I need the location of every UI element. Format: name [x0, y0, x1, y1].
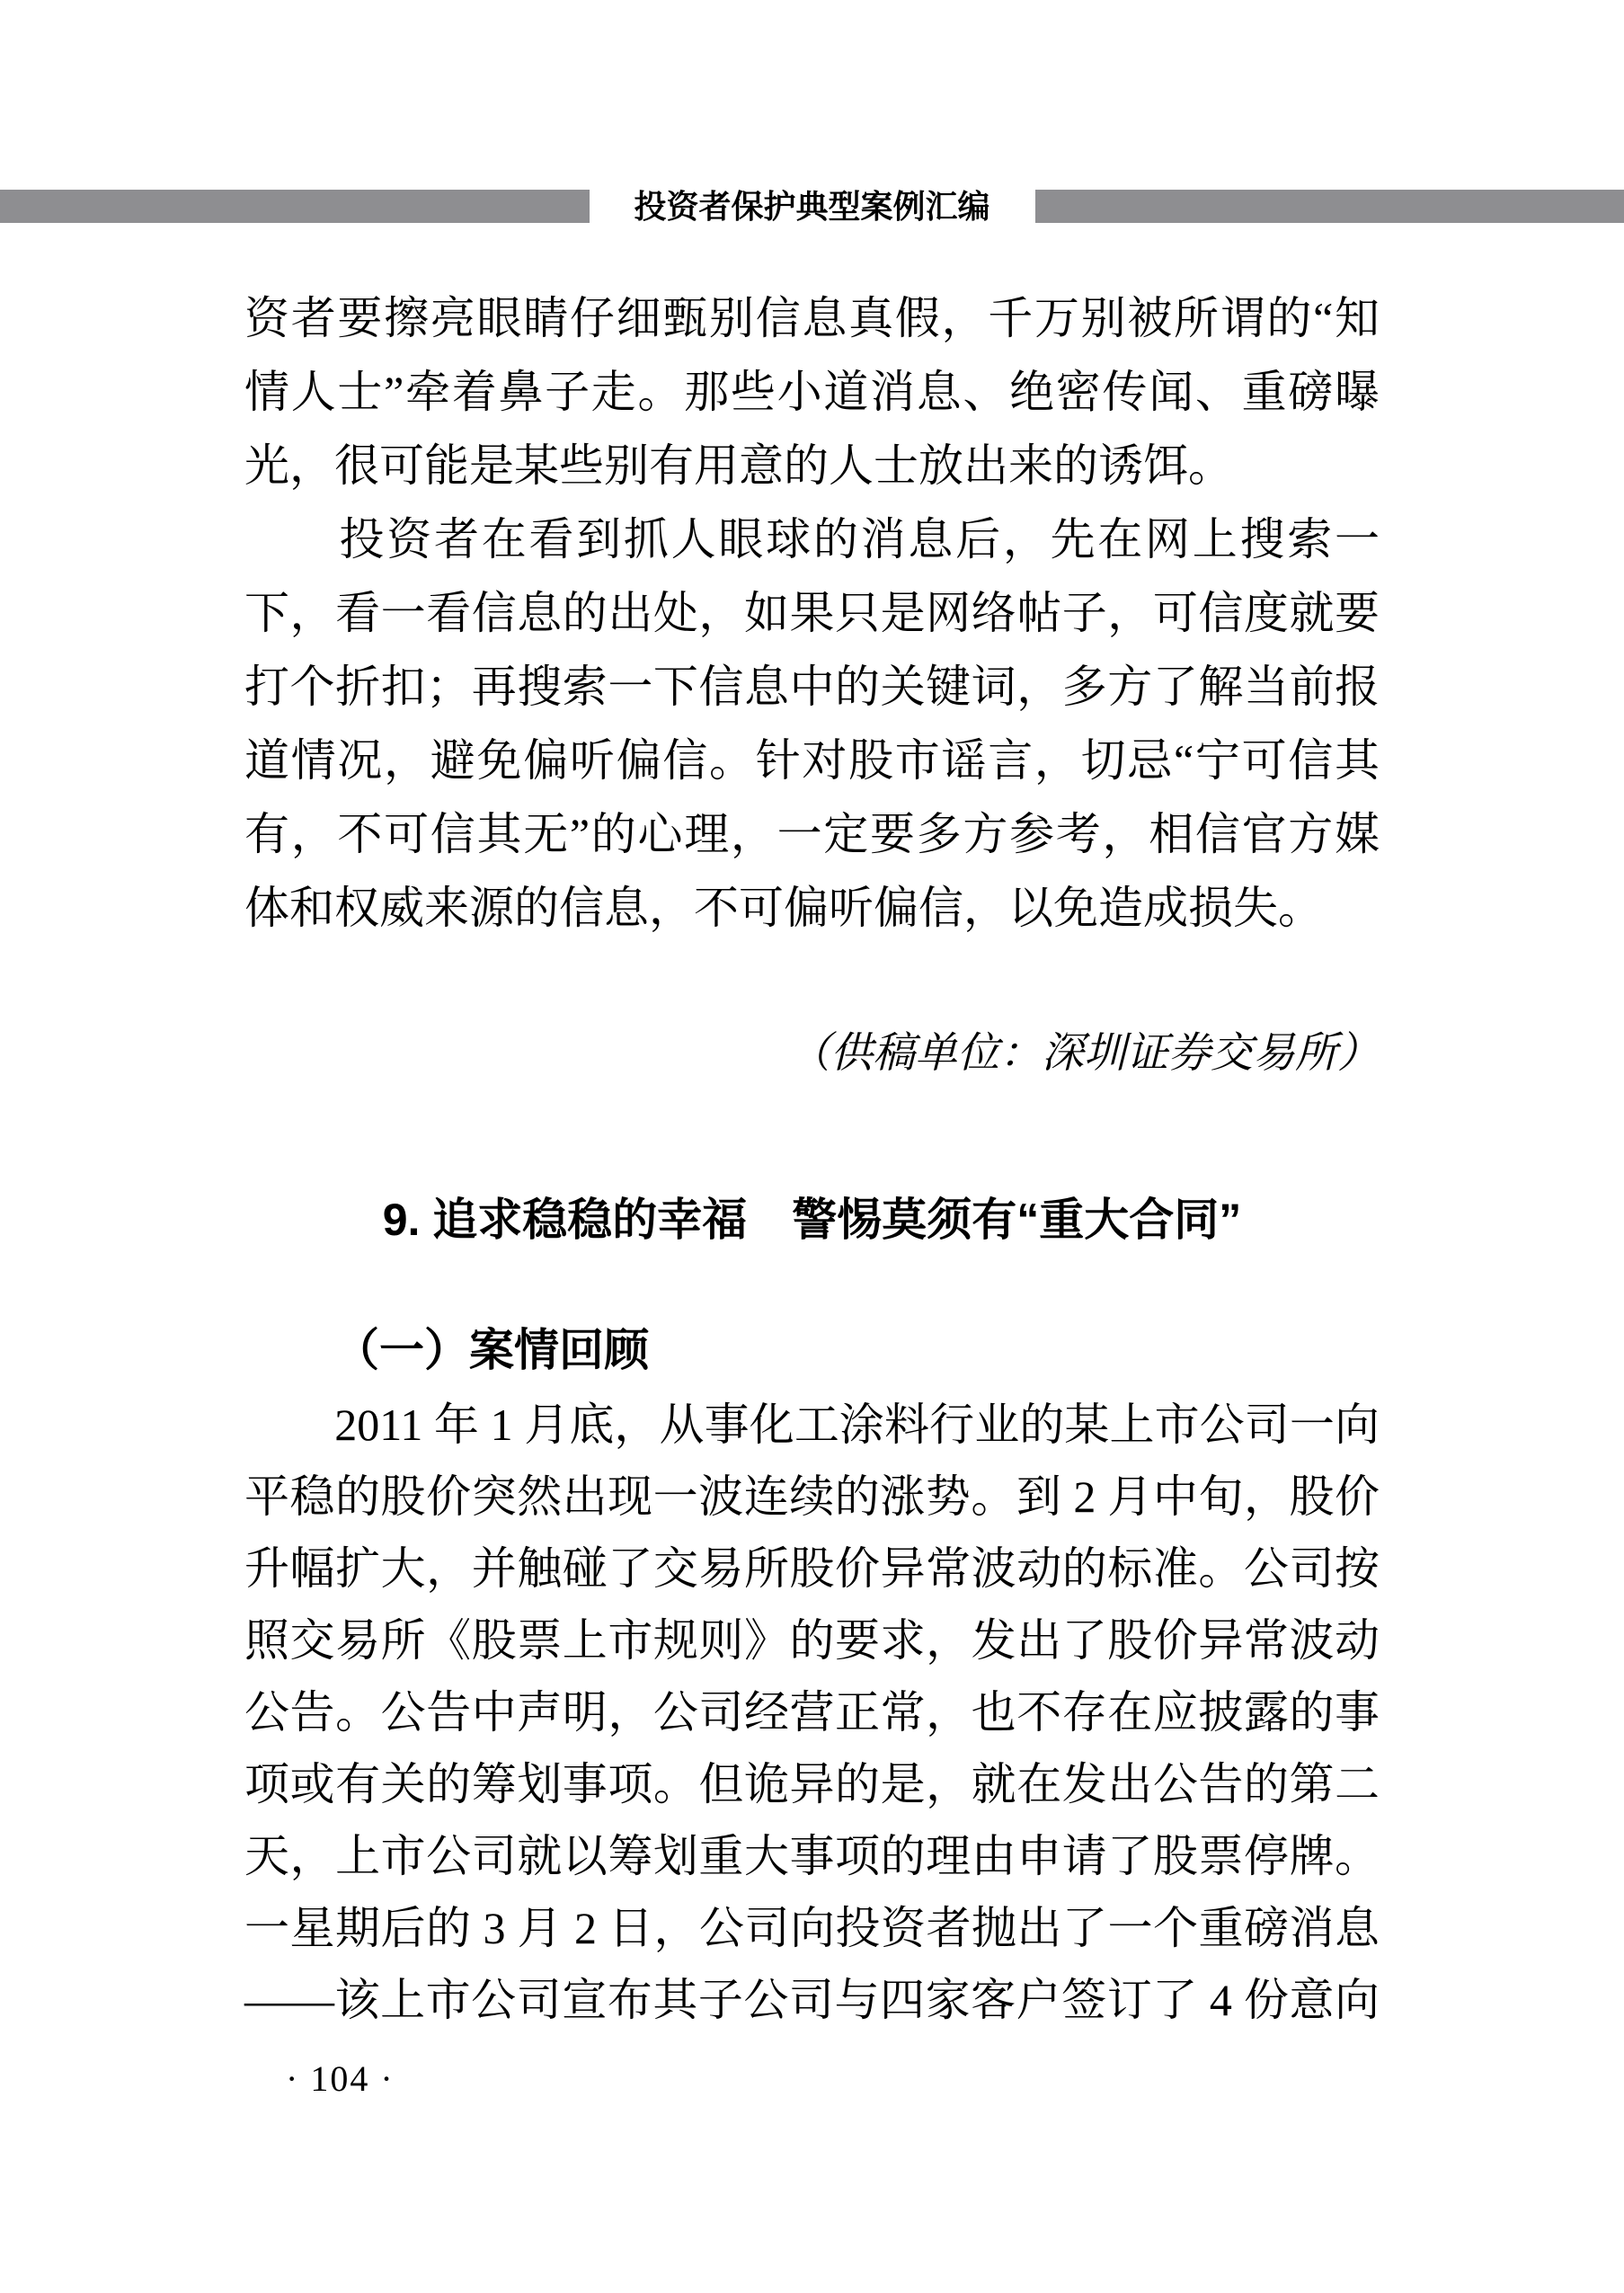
text-line: 一星期后的 3 月 2 日，公司向投资者抛出了一个重磅消息: [244, 1903, 1380, 1953]
page-number: · 104 ·: [286, 2058, 395, 2099]
header-bar-left: [0, 190, 590, 223]
text-line: 升幅扩大，并触碰了交易所股价异常波动的标准。公司按: [244, 1543, 1380, 1594]
attribution-line: （供稿单位：深圳证券交易所）: [788, 1030, 1380, 1077]
running-head: [0, 190, 1624, 223]
text-line: 光，很可能是某些别有用意的人士放出来的诱饵。: [244, 440, 1233, 491]
paragraph-case-review: [244, 1389, 1380, 2036]
text-line: 照交易所《股票上市规则》的要求，发出了股价异常波动: [244, 1615, 1380, 1666]
text-line: 2011 年 1 月底，从事化工涂料行业的某上市公司一向: [244, 1400, 1380, 1450]
subsection-heading: （一）案情回顾: [334, 1325, 649, 1375]
paragraph-advice: [244, 502, 1380, 945]
text-line: 体和权威来源的信息，不可偏听偏信，以免造成损失。: [244, 883, 1323, 933]
paragraph-continuation: [244, 281, 1380, 502]
text-line: 平稳的股价突然出现一波连续的涨势。到 2 月中旬，股价: [244, 1471, 1380, 1522]
text-line: 公告。公告中声明，公司经营正常，也不存在应披露的事: [244, 1687, 1380, 1738]
text-line: 资者要擦亮眼睛仔细甄别信息真假，千万别被所谓的“知: [244, 293, 1380, 343]
text-line: 投资者在看到抓人眼球的消息后，先在网上搜索一: [244, 514, 1380, 564]
text-block: [244, 281, 1380, 945]
running-head-title: 投资者保护典型案例汇编: [634, 188, 990, 225]
section-heading: 9. 追求稳稳的幸福 警惕莫须有“重大合同”: [382, 1195, 1242, 1245]
text-line: ——该上市公司宣布其子公司与四家客户签订了 4 份意向: [244, 1975, 1380, 2025]
text-line: 有，不可信其无”的心理，一定要多方参考，相信官方媒: [244, 809, 1380, 859]
text-line: 天，上市公司就以筹划重大事项的理由申请了股票停牌。: [244, 1831, 1380, 1881]
text-line: 下，看一看信息的出处，如果只是网络帖子，可信度就要: [244, 588, 1380, 638]
header-bar-right: [1035, 190, 1624, 223]
text-line: 情人士”牵着鼻子走。那些小道消息、绝密传闻、重磅曝: [244, 367, 1380, 417]
text-line: 项或有关的筹划事项。但诡异的是，就在发出公告的第二: [244, 1759, 1380, 1809]
text-line: 打个折扣；再搜索一下信息中的关键词，多方了解当前报: [244, 662, 1380, 712]
text-line: 道情况，避免偏听偏信。针对股市谣言，切忌“宁可信其: [244, 735, 1380, 786]
